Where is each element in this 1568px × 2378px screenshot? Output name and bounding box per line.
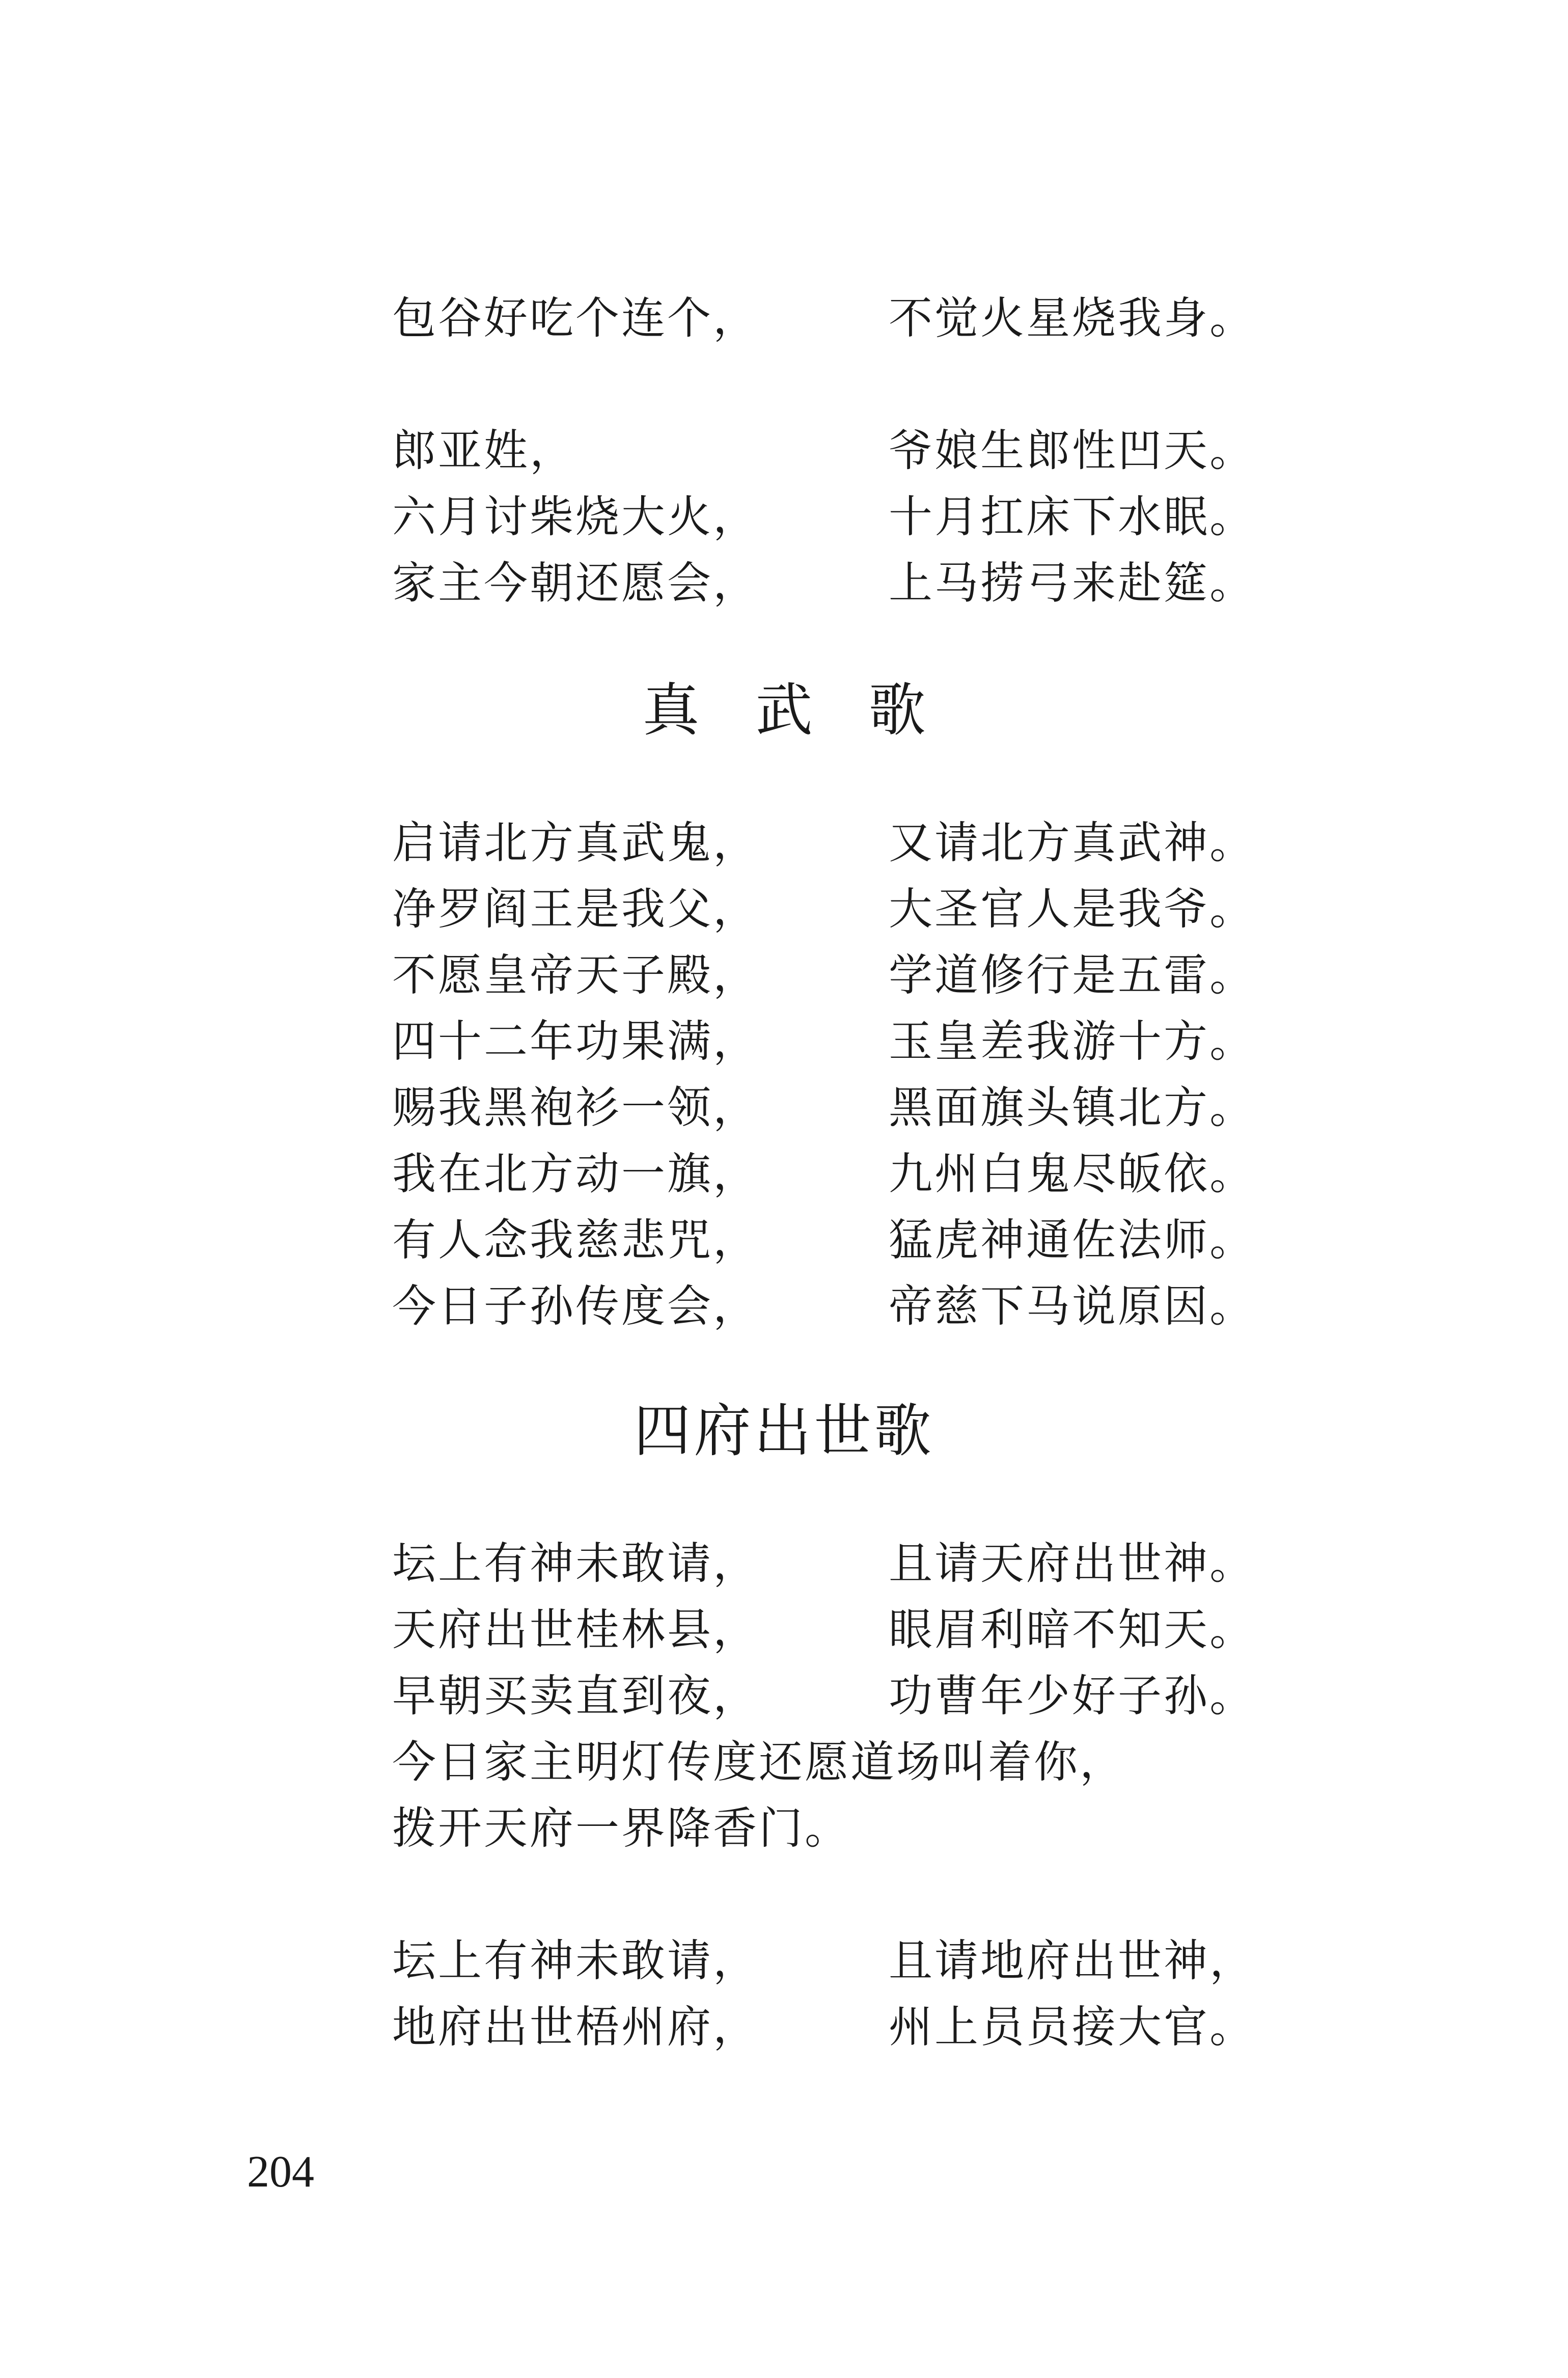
verse-line	[0, 1075, 1568, 1141]
verse-left: 有人念我慈悲咒，	[392, 1215, 759, 1266]
verse-left: 六月讨柴烧大火，	[392, 491, 759, 542]
verse-left: 坛上有神未敢请，	[392, 1935, 759, 1986]
verse-right: 州上员员接大官。	[889, 2002, 1255, 2053]
prose-line	[0, 1795, 1568, 1862]
verse-right: 眼眉利暗不知天。	[889, 1604, 1255, 1655]
verse-line	[0, 1597, 1568, 1663]
verse-right: 大圣官人是我爷。	[889, 884, 1255, 935]
prose-text: 拨开天府一界降香门。	[392, 1803, 850, 1854]
verse-right: 猛虎神通佐法师。	[889, 1215, 1255, 1266]
verse-right: 不觉火星烧我身。	[889, 293, 1255, 344]
verse-line	[0, 1994, 1568, 2060]
verse-right: 且请天府出世神。	[889, 1538, 1255, 1589]
verse-line	[0, 285, 1568, 351]
verse-right: 九州白鬼尽皈依。	[889, 1149, 1255, 1199]
verse-line	[0, 876, 1568, 942]
verse-right: 爷娘生郎性凹天。	[889, 425, 1255, 476]
verse-line	[0, 1141, 1568, 1207]
verse-line	[0, 1008, 1568, 1075]
verse-line	[0, 942, 1568, 1008]
verse-left: 赐我黑袍衫一领，	[392, 1082, 759, 1133]
verse-left: 我在北方动一旗，	[392, 1149, 759, 1199]
verse-right: 帝慈下马说原因。	[889, 1281, 1255, 1332]
verse-left: 净罗阎王是我父，	[392, 884, 759, 935]
verse-left: 包谷好吃个连个，	[392, 293, 759, 344]
verse-line	[0, 418, 1568, 484]
verse-line	[0, 810, 1568, 876]
verse-left: 不愿皇帝天子殿，	[392, 950, 759, 1001]
verse-right: 又请北方真武神。	[889, 817, 1255, 868]
verse-line	[0, 484, 1568, 550]
verse-right: 黑面旗头镇北方。	[889, 1082, 1255, 1133]
verse-right: 且请地府出世神，	[889, 1935, 1255, 1986]
verse-left: 坛上有神未敢请，	[392, 1538, 759, 1589]
verse-right: 十月扛床下水眠。	[889, 491, 1255, 542]
verse-line	[0, 1663, 1568, 1729]
verse-left: 郎亚姓，	[392, 425, 575, 476]
verse-line	[0, 1273, 1568, 1340]
verse-line	[0, 1530, 1568, 1597]
verse-line	[0, 1928, 1568, 1994]
verse-line	[0, 1207, 1568, 1273]
prose-line	[0, 1729, 1568, 1795]
verse-left: 四十二年功果满，	[392, 1016, 759, 1067]
section-title-zhenwu: 真武歌	[642, 677, 982, 744]
verse-right: 功曹年少好子孙。	[889, 1671, 1255, 1721]
verse-left: 地府出世梧州府，	[392, 2002, 759, 2053]
verse-line	[0, 550, 1568, 616]
page-number: 204	[247, 2147, 314, 2197]
verse-right: 学道修行是五雷。	[889, 950, 1255, 1001]
verse-left: 早朝买卖直到夜，	[392, 1671, 759, 1721]
verse-right: 上马捞弓来赴筵。	[889, 558, 1255, 609]
verse-left: 家主今朝还愿会，	[392, 558, 759, 609]
section-title-sifu: 四府出世歌	[634, 1398, 934, 1464]
verse-left: 今日子孙传度会，	[392, 1281, 759, 1332]
prose-text: 今日家主明灯传度还愿道场叫着你，	[392, 1737, 1125, 1788]
verse-left: 启请北方真武鬼，	[392, 817, 759, 868]
verse-right: 玉皇差我游十方。	[889, 1016, 1255, 1067]
verse-left: 天府出世桂林县，	[392, 1604, 759, 1655]
